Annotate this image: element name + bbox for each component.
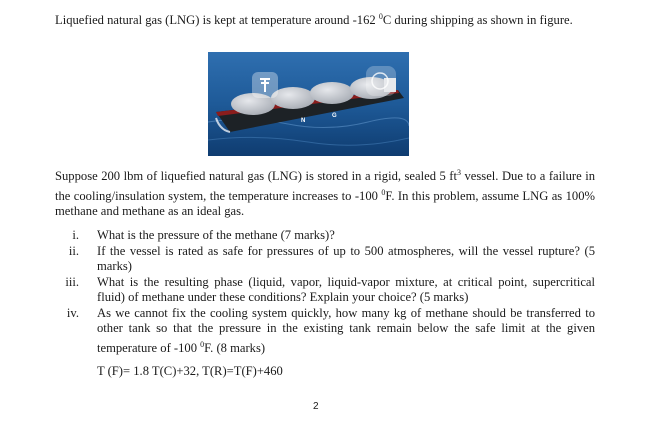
lng-ship-photo (208, 52, 409, 156)
question-text: What is the pressure of the methane (7 marks)? (97, 228, 335, 242)
question-number: iv. (66, 305, 79, 320)
intro-degree-symbol: 0 (378, 12, 383, 21)
question-item (55, 244, 595, 275)
hull-letter-n: N (301, 118, 306, 124)
question-text: What is the resulting phase (liquid, vapor, liquid-vapor mixture, at critical point, supercritical fluid) of methane under these conditions? Explain your choice? (5 marks) (97, 274, 595, 304)
question-list (55, 228, 595, 356)
question-text: As we cannot fix the cooling system quickly, how many kg of methane should be transferred to other tank so that the pressure in the existing tank remain below the safe limit at the given temperature of -100 (97, 305, 595, 355)
problem-text-3: F. In this problem, assume LNG as 100% methane and methane as an ideal gas. (55, 188, 595, 219)
problem-degree-symbol: 0 (381, 187, 386, 197)
intro-text-prefix: Liquefied natural gas (LNG) is kept at temperature around -162 (55, 13, 379, 28)
question-item (55, 275, 595, 306)
question-text-end: F. (8 marks) (204, 340, 266, 355)
question-number: iii. (65, 274, 79, 289)
intro-text-suffix: C during shipping as shown in figure. (382, 13, 573, 28)
problem-paragraph (55, 165, 595, 220)
question-item (55, 228, 595, 244)
question-item (55, 306, 595, 357)
question-degree-symbol: 0 (200, 339, 205, 349)
cubic-exponent: 3 (457, 168, 461, 177)
hull-letter-g: G (332, 113, 337, 119)
question-text: If the vessel is rated as safe for pressures of up to 500 atmospheres, will the vessel rupture? (5 marks) (97, 243, 595, 273)
page-number: 2 (313, 401, 319, 412)
problem-text-2: vessel. Due to a failure in the cooling/insulation system, the temperature increases to -100 (55, 169, 595, 203)
question-number: ii. (68, 243, 79, 258)
problem-text-1: Suppose 200 lbm of liquefied natural gas (LNG) is stored in a rigid, sealed 5 ft (55, 169, 457, 184)
question-number: i. (72, 228, 79, 242)
intro-paragraph (55, 9, 595, 29)
conversion-formula: T (F)= 1.8 T(C)+32, T(R)=T(F)+460 (97, 364, 283, 378)
